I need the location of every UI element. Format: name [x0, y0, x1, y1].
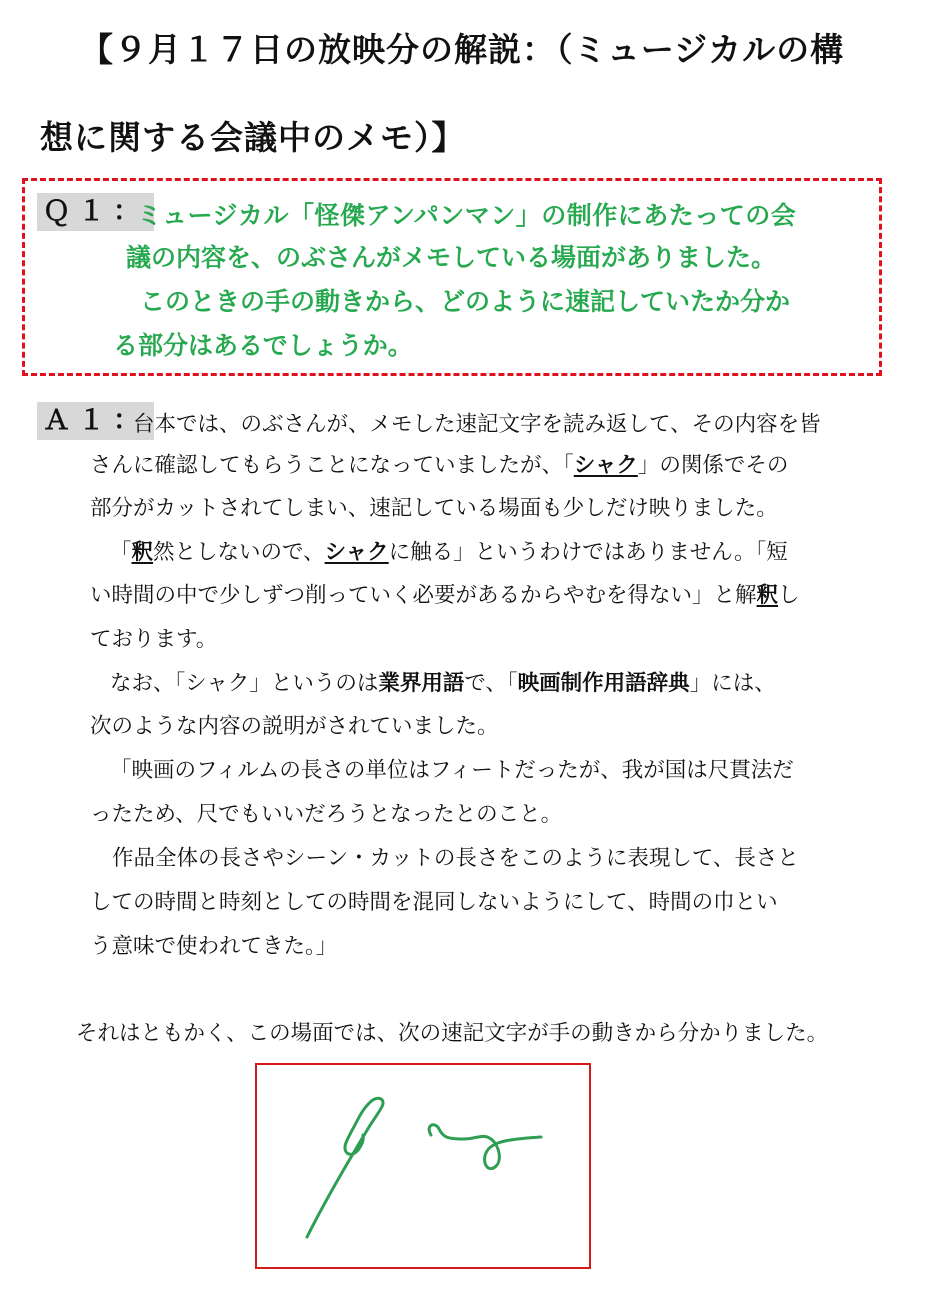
answer-text-line: 次のような内容の説明がされていました。: [90, 714, 499, 739]
answer-text-line: 部分がカットされてしまい、速記している場面も少しだけ映りました。: [90, 496, 778, 521]
quote-text-line: 「映画のフィルムの長さの単位はフィートだったが、我が国は尺貫法だ: [110, 758, 794, 783]
text-span: に触る」というわけではありません。「短: [388, 540, 788, 565]
dictionary-name: 映画制作用語辞典: [517, 671, 690, 696]
quote-text-line: う意味で使われてきた。」: [90, 934, 338, 959]
answer-text-line: [110, 666, 776, 697]
shaku-term: シャク: [324, 540, 389, 565]
shorthand-stroke-2: [429, 1125, 541, 1169]
quote-text-line: ったため、尺でもいいだろうとなったとのこと。: [90, 802, 563, 827]
shorthand-stroke-1: [307, 1098, 383, 1237]
answer-text-line: [110, 535, 788, 566]
shorthand-strokes: [257, 1065, 593, 1271]
question-text-line: 議の内容を、のぶさんがメモしている場面がありました。: [126, 243, 777, 272]
page-title-line-1: 【９月１７日の放映分の解説：（ミュージカルの構: [80, 30, 845, 69]
shorthand-figure: [255, 1063, 591, 1269]
text-span: 然としないので、: [153, 540, 325, 565]
question-label: Ｑ１：: [37, 193, 154, 231]
answer-text-line: [90, 578, 800, 609]
bold-term: 業界用語: [378, 671, 465, 696]
text-span: 「: [110, 540, 132, 565]
question-text-line: ミュージカル「怪傑アンパンマン」の制作にあたっての会: [137, 201, 797, 230]
text-span: なお、「シャク」というのは: [110, 671, 379, 696]
text-span: さんに確認してもらうことになっていましたが、「: [90, 453, 574, 478]
quote-text-line: 作品全体の長さやシーン・カットの長さをこのように表現して、長さと: [112, 846, 799, 871]
text-span: い時間の中で少しずつ削っていく必要があるからやむを得ない」と解: [90, 583, 757, 608]
text-span: 」の関係でその: [637, 453, 789, 478]
shaku-kanji: 釈: [131, 540, 154, 565]
answer-text-line: 台本では、のぶさんが、メモした速記文字を読み返して、その内容を皆: [133, 412, 821, 437]
text-span: し: [778, 583, 800, 608]
text-span: で、「: [464, 671, 518, 696]
shaku-kanji: 釈: [756, 583, 779, 608]
shaku-term: シャク: [573, 453, 638, 478]
page-title-line-2: 想に関する会議中のメモ）】: [40, 118, 466, 157]
question-text-line: このときの手の動きから、どのように速記していたか分か: [140, 287, 791, 316]
closing-text-line: それはともかく、この場面では、次の速記文字が手の動きから分かりました。: [76, 1021, 829, 1046]
question-text-line: る部分はあるでしょうか。: [113, 331, 413, 360]
quote-text-line: しての時間と時刻としての時間を混同しないようにして、時間の巾とい: [90, 890, 778, 915]
text-span: 」には、: [689, 671, 776, 696]
answer-text-line: [90, 448, 788, 479]
answer-text-line: ております。: [90, 627, 218, 652]
answer-label: Ａ１：: [37, 402, 154, 440]
